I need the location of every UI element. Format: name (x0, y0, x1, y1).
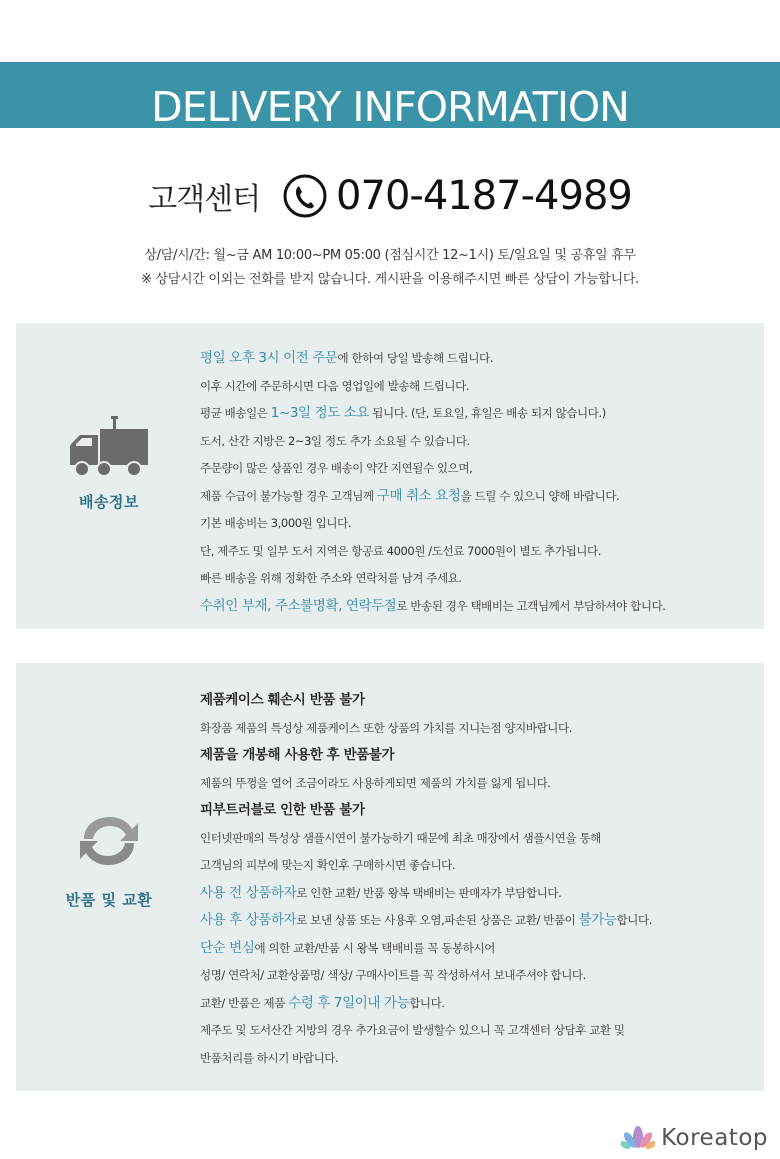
banner-title: DELIVERY INFORMATION (151, 83, 629, 128)
returns-line (200, 935, 758, 963)
shipping-text: 주문량이 많은 상품인 경우 배송이 약간 지연될수 있으며, (200, 461, 473, 475)
logo-text: Koreatop (661, 1125, 768, 1151)
hours-line-2: ※ 상담시간 이외는 전화를 받지 않습니다. 게시판을 이용해주시면 빠른 상담이 가능합니다. (141, 272, 639, 287)
returns-text: 교환/ 반품은 제품 (200, 995, 289, 1010)
shipping-text: 평균 배송일은 (200, 406, 271, 420)
returns-text: 제품을 개봉해 사용한 후 반품불가 (200, 747, 395, 763)
shipping-text: 로 반송된 경우 택배비는 고객님께서 부담하셔야 합니다. (396, 598, 666, 613)
shipping-line (200, 400, 758, 428)
returns-side (16, 809, 202, 910)
returns-lines (200, 687, 758, 1072)
returns-text: 인터넷판매의 특성상 샘플시연이 불가능하기 때문에 최초 매장에서 샘플시연을 통해 (200, 830, 601, 845)
shipping-highlight-text: 수취인 부재, 주소불명확, 연락두절 (200, 597, 397, 614)
shipping-highlight-text: 평일 오후 3시 이전 주문 (200, 350, 338, 366)
returns-line (200, 687, 758, 715)
shipping-line (200, 538, 758, 566)
returns-text: 고객님의 피부에 맞는지 확인후 구매하시면 좋습니다. (200, 858, 456, 872)
exchange-icon (74, 809, 144, 873)
returns-text: 합니다. (616, 913, 652, 927)
returns-text: 피부트러블로 인한 반품 불가 (200, 802, 365, 818)
returns-line (200, 825, 758, 853)
hours-line-1: 상/담/시/간: 월~금 AM 10:00~PM 05:00 (점심시간 12~1시) 토/일요일 및 공휴일 휴무 (144, 248, 636, 263)
customer-center-phone[interactable]: 070-4187-4989 (336, 173, 632, 219)
returns-line (200, 990, 758, 1018)
returns-text: 성명/ 연락처/ 교환상품명/ 색상/ 구매사이트를 꼭 작성하셔서 보내주셔야 합니다. (200, 968, 586, 982)
shipping-text: 도서, 산간 지방은 2~3일 정도 추가 소요될 수 있습니다. (200, 433, 470, 448)
returns-line (200, 1017, 758, 1045)
returns-highlight-text: 사용 전 상품하자 (200, 884, 297, 901)
returns-text: 합니다. (409, 995, 445, 1010)
shipping-line (200, 373, 758, 401)
shipping-highlight-text: 구매 취소 요청 (376, 487, 461, 504)
shipping-line (200, 510, 758, 538)
truck-icon (64, 413, 154, 483)
shipping-text: 제품 수급이 불가능할 경우 고객님께 (200, 488, 377, 503)
header-banner (0, 62, 780, 128)
shipping-line (200, 565, 758, 593)
shipping-label: 배송정보 (79, 493, 139, 511)
lotus-logo-icon (621, 1125, 655, 1151)
returns-line (200, 715, 758, 743)
returns-text: 제품케이스 훼손시 반품 불가 (200, 692, 365, 708)
consultation-hours (0, 244, 780, 292)
shipping-side (16, 413, 202, 512)
shipping-highlight-text: 1~3일 정도 소요 (270, 405, 370, 421)
returns-label: 반품 및 교환 (65, 891, 153, 909)
customer-center-label: 고객센터 (148, 182, 261, 217)
returns-line (200, 742, 758, 770)
shipping-lines (200, 345, 758, 620)
returns-line (200, 1045, 758, 1073)
returns-line (200, 797, 758, 825)
returns-info-panel (16, 663, 764, 1091)
returns-line (200, 770, 758, 798)
koreatop-logo[interactable] (621, 1125, 768, 1151)
shipping-text: 빠른 배송을 위해 정확한 주소와 연락처를 남겨 주세요. (200, 571, 462, 585)
returns-text: 반품처리를 하시기 바랍니다. (200, 1050, 339, 1065)
phone-icon (282, 173, 328, 219)
shipping-line (200, 483, 758, 511)
shipping-line (200, 455, 758, 483)
shipping-text: 을 드릴 수 있으니 양해 바랍니다. (460, 488, 620, 503)
shipping-info-panel (16, 323, 764, 629)
returns-highlight-text: 사용 후 상품하자 (200, 912, 297, 928)
returns-highlight-text: 수령 후 7일이내 가능 (288, 994, 410, 1011)
returns-highlight-text: 불가능 (578, 912, 617, 928)
returns-text: 로 보낸 상품 또는 사용후 오염,파손된 상품은 교환/ 반품이 (296, 913, 579, 927)
returns-line (200, 880, 758, 908)
returns-text: 에 의한 교환/반품 시 왕복 택배비를 꼭 동봉하시어 (254, 940, 495, 955)
shipping-text: 이후 시간에 주문하시면 다음 영업일에 발송해 드립니다. (200, 378, 470, 393)
shipping-text: 기본 배송비는 3,000원 입니다. (200, 516, 352, 530)
returns-text: 화장품 제품의 특성상 제품케이스 또한 상품의 가치를 지니는점 양지바랍니다. (200, 720, 572, 735)
shipping-line (200, 345, 758, 373)
returns-line (200, 852, 758, 880)
shipping-text: 단, 제주도 및 일부 도서 지역은 항공료 4000원 /도선료 7000원이 별도 추가됩니다. (200, 543, 601, 558)
returns-text: 로 인한 교환/ 반품 왕복 택배비는 판매자가 부담합니다. (296, 885, 562, 900)
returns-text: 제주도 및 도서산간 지방의 경우 추가요금이 발생할수 있으니 꼭 고객센터 상담후 교환 및 (200, 1023, 625, 1037)
shipping-text: 에 한하여 당일 발송해 드립니다. (337, 351, 494, 365)
returns-line (200, 907, 758, 935)
shipping-line (200, 428, 758, 456)
returns-highlight-text: 단순 변심 (200, 939, 255, 956)
returns-line (200, 962, 758, 990)
returns-text: 제품의 뚜껑을 열어 조금이라도 사용하게되면 제품의 가치를 잃게 됩니다. (200, 775, 551, 790)
customer-center (0, 168, 780, 224)
shipping-text: 됩니다. (단, 토요일, 휴일은 배송 되지 않습니다.) (369, 406, 606, 420)
shipping-line (200, 593, 758, 621)
